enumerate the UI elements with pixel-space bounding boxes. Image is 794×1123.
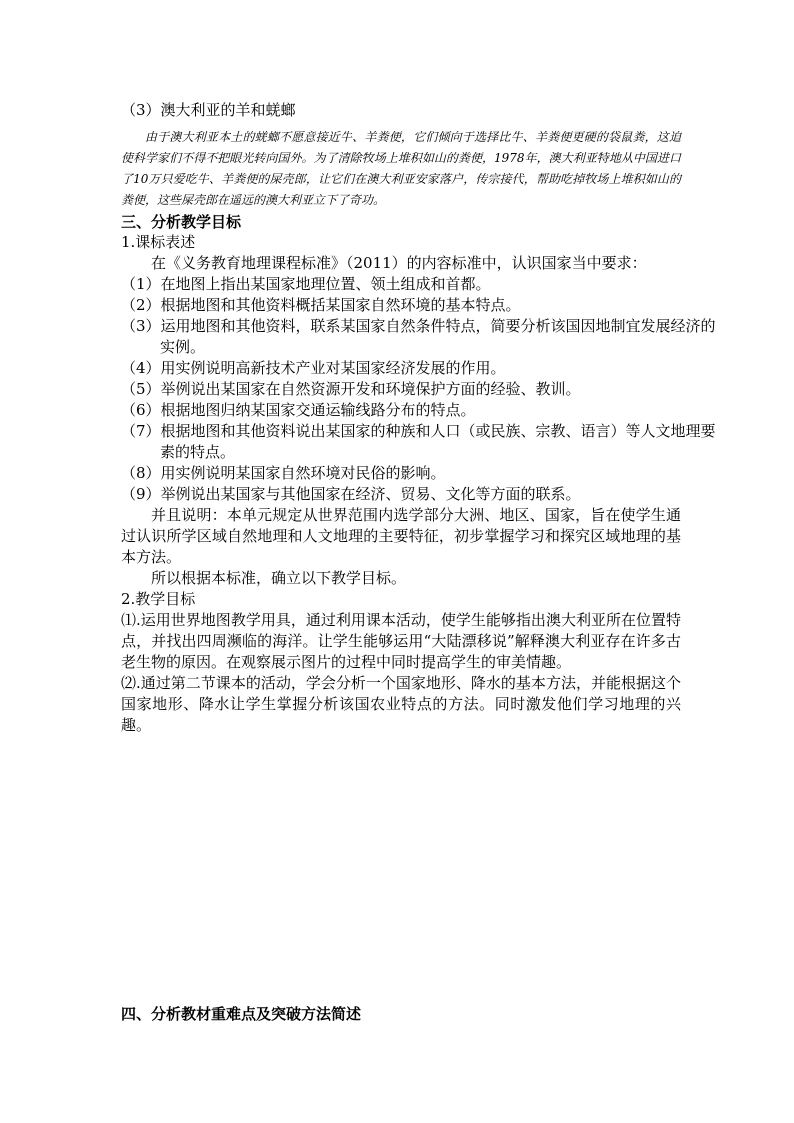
subheading-standard: 1.课标表述 [121, 233, 196, 251]
standard-explanation: 并且说明：本单元规定从世界范围内选学部分大洲、地区、国家，旨在使学生通过认识所学区域自然地理和人文地理的主要特征，初步掌握学习和探究区域地理的基本方法。 [121, 506, 681, 566]
section4-heading: 四、分析教材重难点及突破方法简述 [121, 1005, 362, 1023]
goal-1: ⑴.运用世界地图教学用具，通过利用课本活动，使学生能够指出澳大利亚所在位置特点，并找出四周濒临的海洋。让学生能够运用“大陆漂移说”解释澳大利亚存在许多古老生物的原因。在观察展示图片的过程中同时提高学生的审美情趣。 [121, 611, 681, 671]
standard-item-6: （6）根据地图归纳某国家交通运输线路分布的特点。 [121, 401, 476, 419]
story-title: （3）澳大利亚的羊和蜣螂 [121, 101, 296, 119]
standard-item-8: （8）用实例说明某国家自然环境对民俗的影响。 [121, 464, 446, 482]
subheading-goals: 2.教学目标 [121, 590, 196, 608]
standard-conclusion: 所以根据本标准，确立以下教学目标。 [151, 569, 407, 587]
standard-item-5: （5）举例说出某国家在自然资源开发和环境保护方面的经验、教训。 [121, 380, 581, 398]
standard-item-9: （9）举例说出某国家与其他国家在经济、贸易、文化等方面的联系。 [121, 485, 581, 503]
section3-heading: 三、分析教学目标 [121, 213, 242, 231]
standard-item-2: （2）根据地图和其他资料概括某国家自然环境的基本特点。 [121, 296, 521, 314]
story-body: 由于澳大利亚本土的蜣螂不愿意接近牛、羊粪便，它们倾向于选择比牛、羊粪便更硬的袋鼠粪，这迫使科学家们不得不把眼光转向国外。为了清除牧场上堆积如山的粪便，1978年，澳大利亚特地从中国进口了10万只爱吃牛、羊粪便的屎壳郎，让它们在澳大利亚安家落户，传宗接代，帮助吃掉牧场上堆积如山的粪便，这些屎壳郎在遥远的澳大利亚立下了奇功。 [121, 130, 681, 207]
standard-item-4: （4）用实例说明高新技术产业对某国家经济发展的作用。 [121, 359, 506, 377]
goal-2: ⑵.通过第二节课本的活动，学会分析一个国家地形、降水的基本方法，并能根据这个国家地形、降水让学生掌握分析该国农业特点的方法。同时激发他们学习地理的兴趣。 [121, 674, 681, 734]
standard-item-7: （7）根据地图和其他资料说出某国家的种族和人口（或民族、宗教、语言）等人文地理要素的特点。 [121, 422, 716, 461]
standard-item-3: （3）运用地图和其他资料，联系某国家自然条件特点，简要分析该国因地制宜发展经济的实例。 [121, 317, 716, 356]
standard-item-1: （1）在地图上指出某国家地理位置、领土组成和首都。 [121, 275, 491, 293]
standard-intro: 在《义务教育地理课程标准》（2011）的内容标准中，认识国家当中要求： [151, 254, 647, 272]
